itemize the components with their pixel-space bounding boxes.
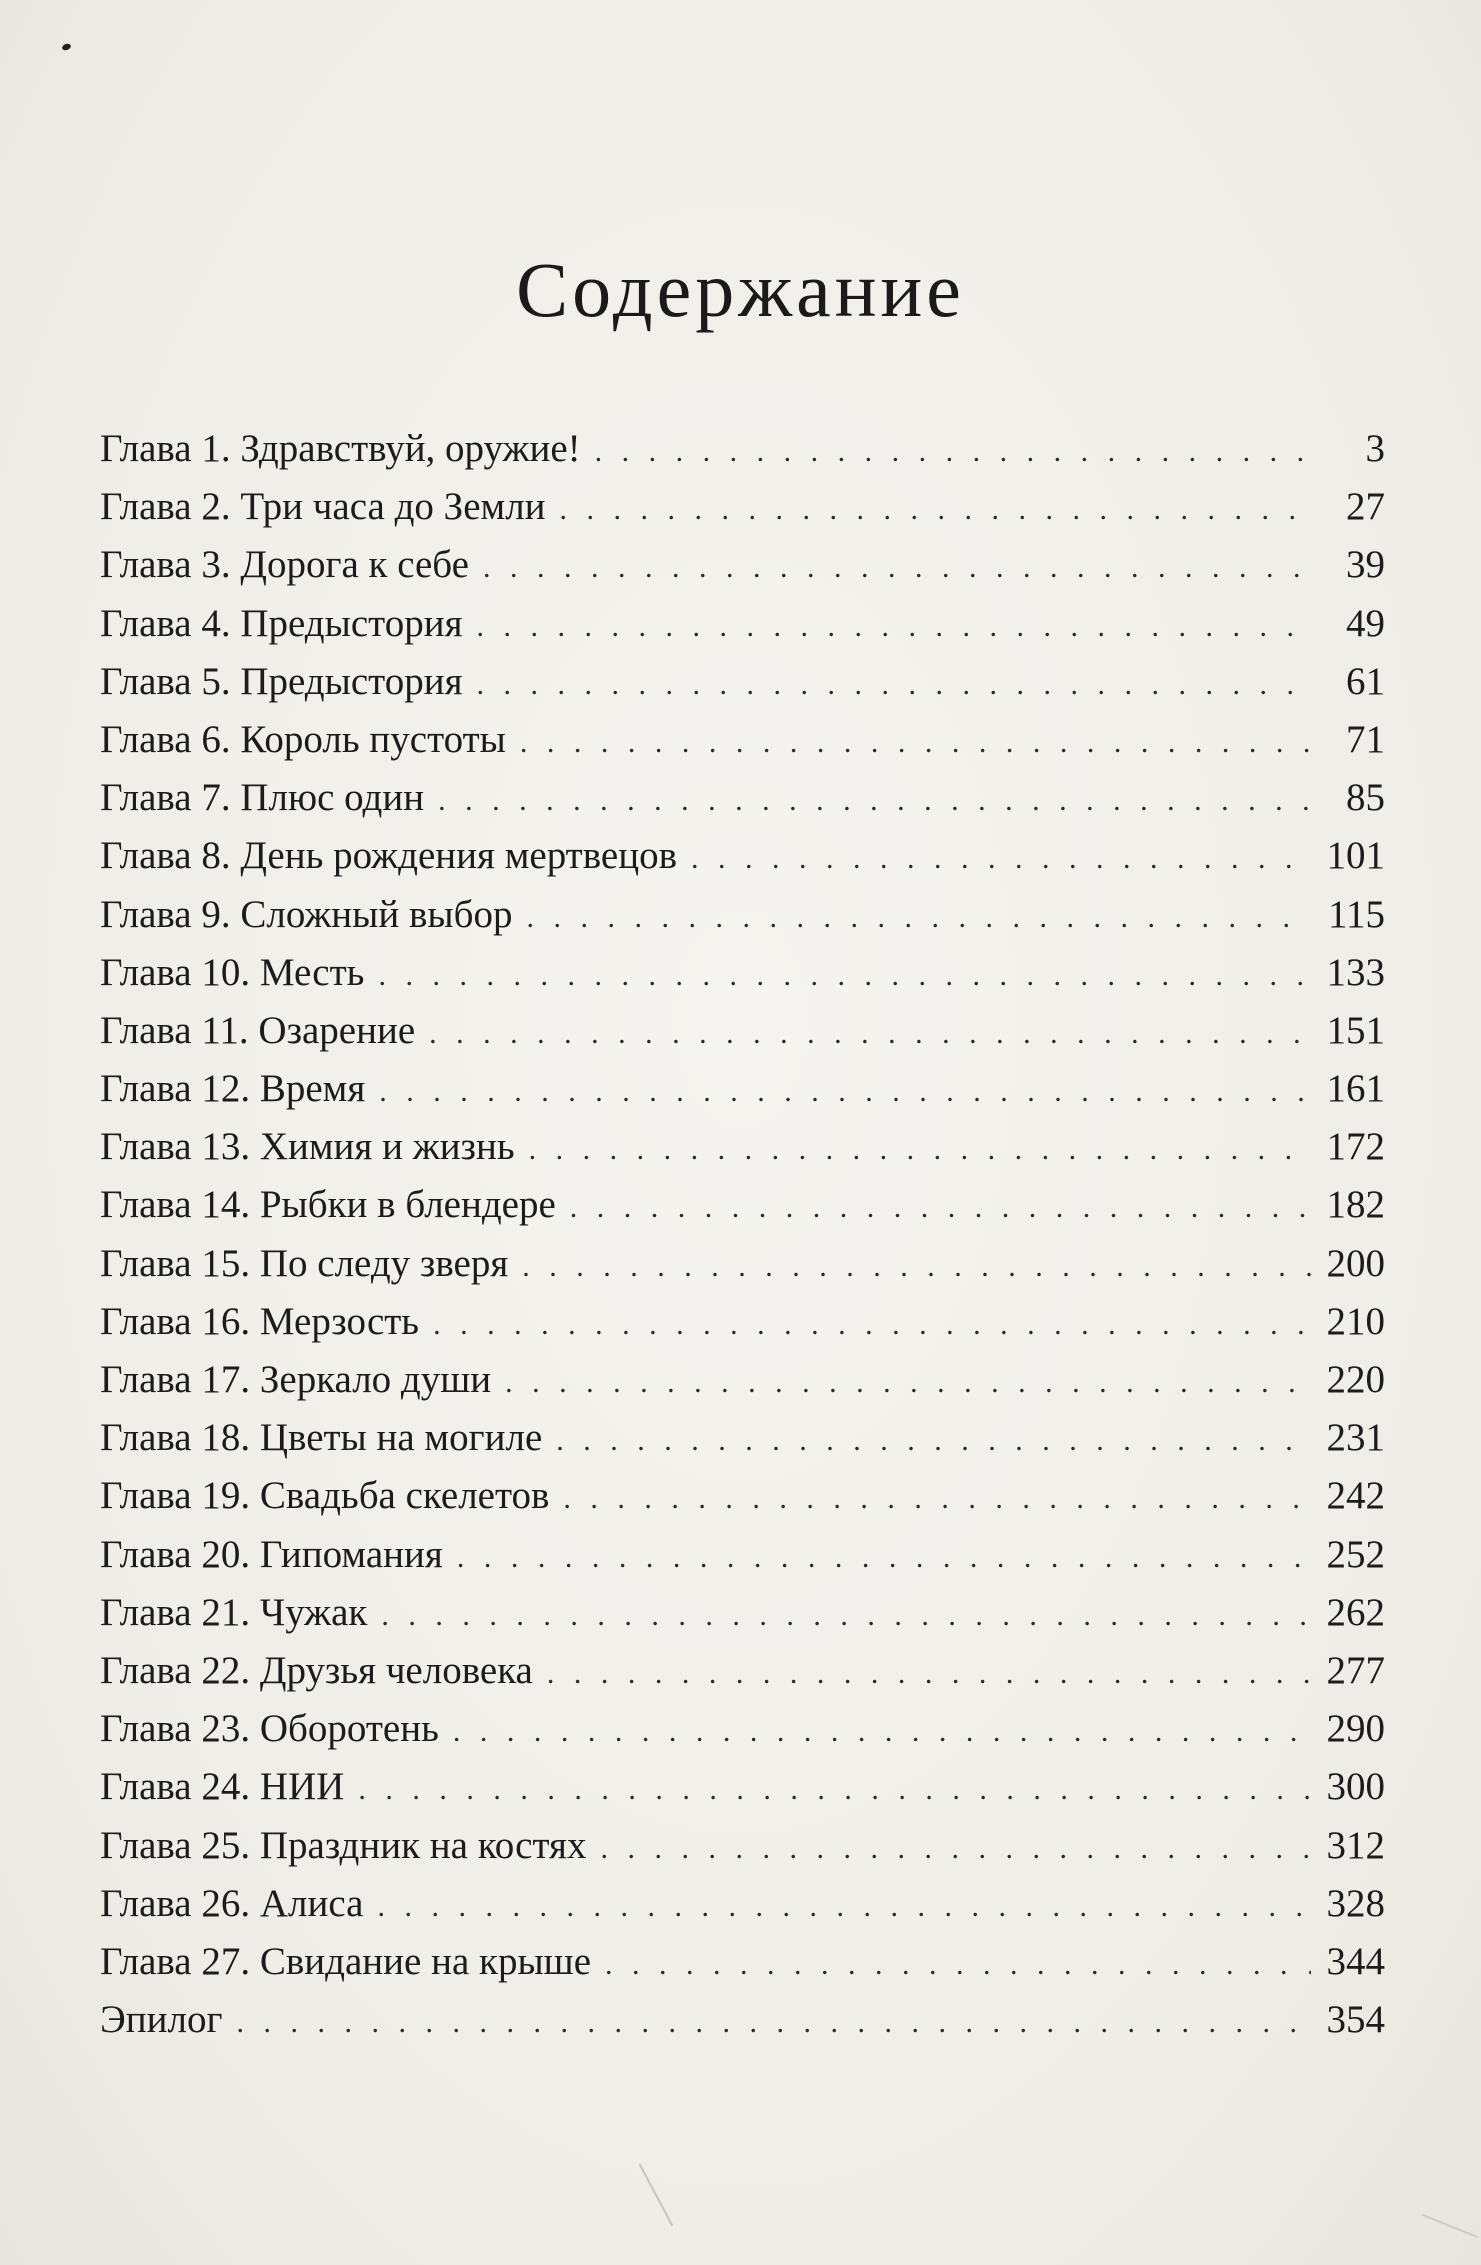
toc-entry-page-number: 101	[1326, 834, 1385, 878]
toc-entry-page-number: 300	[1326, 1765, 1385, 1809]
toc-entry-label: Глава 22. Друзья человека	[100, 1648, 533, 1692]
toc-entry-label: Глава 17. Зеркало души	[100, 1358, 492, 1401]
toc-entry-page-number: 200	[1326, 1241, 1385, 1285]
toc-entry-label: Глава 13. Химия и жизнь	[100, 1125, 515, 1169]
toc-entry-page-number: 3	[1365, 427, 1385, 470]
toc-entry-page-number: 27	[1346, 485, 1385, 529]
dot-leader	[378, 947, 1311, 1005]
dot-leader	[563, 1470, 1311, 1528]
toc-entry-label: Глава 3. Дорога к себе	[100, 543, 469, 587]
dot-leader	[477, 598, 1311, 656]
toc-entry-page-number: 182	[1326, 1183, 1385, 1227]
dot-leader	[529, 1121, 1311, 1179]
toc-entry-label: Глава 6. Король пустоты	[100, 717, 506, 761]
dot-leader	[691, 830, 1311, 888]
dot-leader	[570, 1179, 1311, 1237]
dot-leader	[429, 1005, 1311, 1063]
dot-leader	[483, 539, 1311, 597]
dot-leader	[595, 423, 1311, 481]
dot-leader	[600, 1820, 1311, 1878]
dot-leader	[438, 772, 1311, 830]
toc-entry-page-number: 161	[1326, 1067, 1385, 1111]
toc-entry-label: Глава 25. Праздник на костях	[100, 1823, 587, 1867]
toc-entry-page-number: 328	[1326, 1881, 1385, 1925]
toc-entry	[100, 1351, 1385, 1409]
toc-entry	[100, 420, 1385, 478]
toc-entry	[100, 478, 1385, 536]
toc-entry-page-number: 61	[1346, 659, 1385, 703]
toc-entry	[100, 944, 1385, 1002]
toc-entry	[100, 711, 1385, 769]
table-of-contents	[100, 420, 1385, 2049]
page-title: Содержание	[516, 246, 965, 333]
toc-entry	[100, 1526, 1385, 1584]
toc-entry	[100, 1875, 1385, 1933]
toc-entry-label: Глава 23. Оборотень	[100, 1707, 439, 1751]
dot-leader	[605, 1936, 1311, 1994]
toc-entry-label: Глава 9. Сложный выбор	[100, 892, 513, 936]
dot-leader	[236, 1994, 1311, 2052]
toc-entry-label: Глава 8. День рождения мертвецов	[100, 834, 678, 878]
dot-leader	[358, 1761, 1311, 1819]
toc-entry	[100, 1700, 1385, 1758]
toc-entry-page-number: 85	[1346, 776, 1385, 820]
toc-entry-label: Глава 16. Мерзость	[100, 1299, 420, 1343]
toc-entry	[100, 1642, 1385, 1700]
toc-entry-label: Глава 1. Здравствуй, оружие!	[100, 427, 581, 470]
paper-crease	[639, 2164, 674, 2227]
toc-entry	[100, 1176, 1385, 1234]
toc-entry-page-number: 231	[1326, 1416, 1385, 1460]
dot-leader	[547, 1645, 1311, 1703]
toc-entry	[100, 769, 1385, 827]
toc-entry	[100, 1409, 1385, 1467]
dot-leader	[457, 1529, 1311, 1587]
dot-leader	[522, 1238, 1311, 1296]
toc-entry-label: Глава 24. НИИ	[100, 1765, 345, 1809]
dot-leader	[520, 714, 1311, 772]
toc-entry-page-number: 133	[1326, 950, 1385, 994]
dot-leader	[379, 1063, 1311, 1121]
toc-entry	[100, 1118, 1385, 1176]
toc-entry-label: Глава 5. Предыстория	[100, 659, 463, 703]
toc-entry-page-number: 71	[1346, 717, 1385, 761]
toc-entry-page-number: 252	[1326, 1532, 1385, 1576]
toc-entry-label: Глава 11. Озарение	[100, 1008, 416, 1052]
toc-entry	[100, 1293, 1385, 1351]
toc-entry	[100, 886, 1385, 944]
dot-leader	[556, 1412, 1311, 1470]
toc-entry	[100, 1002, 1385, 1060]
dot-leader	[381, 1587, 1311, 1645]
toc-entry	[100, 1467, 1385, 1525]
dot-leader	[526, 889, 1311, 947]
toc-entry-label: Глава 10. Месть	[100, 950, 365, 994]
toc-entry-label: Глава 4. Предыстория	[100, 601, 463, 645]
toc-entry-label: Глава 15. По следу зверя	[100, 1241, 509, 1285]
toc-entry-page-number: 49	[1346, 601, 1385, 645]
toc-entry-label: Глава 12. Время	[100, 1067, 366, 1111]
toc-entry-label: Глава 26. Алиса	[100, 1881, 364, 1925]
toc-entry-page-number: 210	[1326, 1299, 1385, 1343]
toc-entry-page-number: 242	[1326, 1474, 1385, 1518]
toc-entry	[100, 1758, 1385, 1816]
toc-entry	[100, 1060, 1385, 1118]
toc-entry-page-number: 172	[1326, 1125, 1385, 1169]
toc-entry	[100, 595, 1385, 653]
toc-entry-page-number: 262	[1326, 1590, 1385, 1634]
dot-leader	[377, 1878, 1311, 1936]
toc-entry-page-number: 290	[1326, 1707, 1385, 1751]
toc-entry	[100, 1991, 1385, 2049]
toc-entry-page-number: 277	[1326, 1648, 1385, 1692]
toc-entry-page-number: 151	[1326, 1008, 1385, 1052]
paper-crease	[1422, 2214, 1478, 2238]
dot-leader	[433, 1296, 1311, 1354]
dot-leader	[477, 656, 1311, 714]
toc-entry	[100, 1235, 1385, 1293]
toc-entry	[100, 1933, 1385, 1991]
toc-entry-label: Глава 21. Чужак	[100, 1590, 368, 1634]
toc-entry	[100, 1584, 1385, 1642]
toc-entry	[100, 536, 1385, 594]
toc-entry-label: Глава 7. Плюс один	[100, 776, 425, 820]
toc-entry-page-number: 39	[1346, 543, 1385, 587]
dot-leader	[453, 1703, 1311, 1761]
dot-leader	[560, 481, 1311, 539]
toc-entry-page-number: 115	[1327, 892, 1385, 936]
toc-entry-label: Эпилог	[100, 1998, 223, 2042]
toc-entry-label: Глава 18. Цветы на могиле	[100, 1416, 543, 1460]
toc-entry-page-number: 344	[1326, 1939, 1385, 1983]
toc-entry-label: Глава 27. Свидание на крыше	[100, 1939, 592, 1983]
toc-entry	[100, 653, 1385, 711]
toc-entry-page-number: 354	[1326, 1998, 1385, 2042]
toc-entry-label: Глава 14. Рыбки в блендере	[100, 1183, 556, 1227]
toc-entry-label: Глава 20. Гипомания	[100, 1532, 443, 1576]
toc-entry	[100, 1817, 1385, 1875]
toc-entry-label: Глава 19. Свадьба скелетов	[100, 1474, 550, 1518]
ink-speck	[61, 43, 72, 52]
toc-entry	[100, 827, 1385, 885]
toc-entry-page-number: 312	[1326, 1823, 1385, 1867]
dot-leader	[505, 1354, 1311, 1412]
toc-entry-label: Глава 2. Три часа до Земли	[100, 485, 546, 529]
toc-entry-page-number: 220	[1326, 1358, 1385, 1401]
